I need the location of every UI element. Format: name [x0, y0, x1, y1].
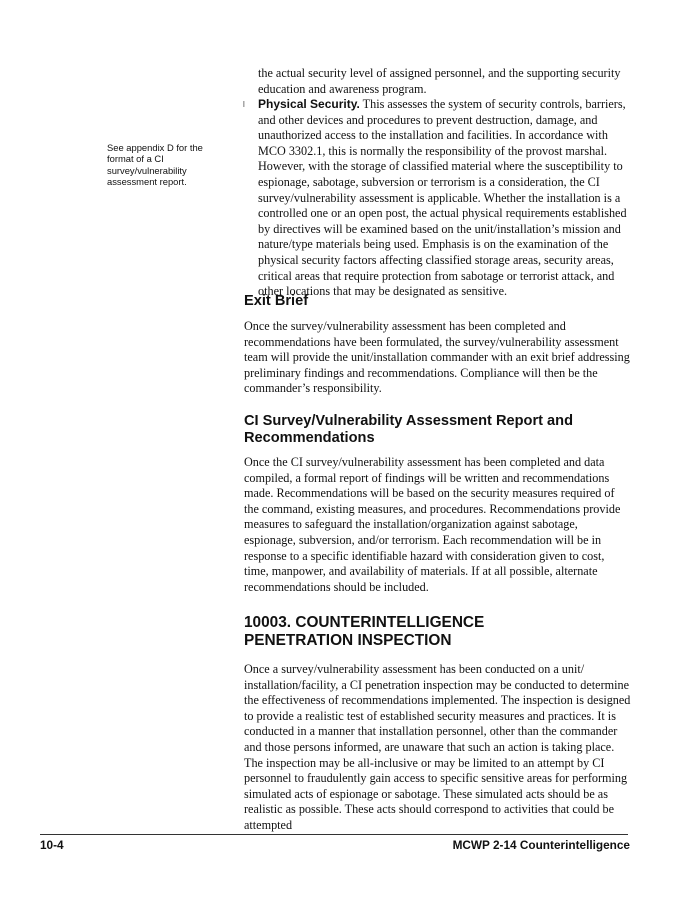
running-footer-title: MCWP 2-14 Counterintelligence	[452, 838, 630, 852]
footer-rule	[40, 834, 628, 835]
exit-brief-paragraph: Once the survey/vulnerability assessment has been completed and recommendations have been formulated, the survey/vulnerability assessment team will provide the unit/installation commander with an exit brief addressing preliminary findings and recommendations. Compliance will then be the commander’s responsibility.	[244, 319, 630, 396]
physical-security-text: This assesses the system of security controls, barriers, and other devices and procedures to prevent destruction, damage, and unauthorized access to the installation and facilities. In accordance with MCO 3302.1, this is normally the responsibility of the provost marshal. However, with the storage of classified material where the susceptibility to espionage, sabotage, subversion or terrorism is a consideration, the CI survey/vulnerability assessment is applicable. Whether the installation is a controlled one or an open post, the actual physical requirements established by directives will be examined based on the unit/installation’s mission and nature/type materials being used. Emphasis is on the examination of the physical security factors affecting classified storage areas, security areas, critical areas that require protection from sabotage or terrorist attack, and other locations that may be designated as sensitive.	[258, 97, 627, 299]
exit-brief-heading: Exit Brief	[244, 293, 309, 309]
bullet-marker: l	[243, 100, 245, 109]
section-10003-heading	[244, 614, 624, 649]
section-10003-heading-line2: PENETRATION INSPECTION	[244, 631, 452, 649]
report-section-heading: CI Survey/Vulnerability Assessment Report and Recommendations	[244, 413, 574, 446]
margin-note: See appendix D for the format of a CI survey/vulnerability assessment report.	[107, 142, 203, 188]
section-10003-heading-line1: 10003. COUNTERINTELLIGENCE	[244, 614, 485, 631]
section-10003-paragraph: Once a survey/vulnerability assessment has been conducted on a unit/ installation/facility, a CI penetration inspection may be conducted to determine the effectiveness of recommendations implemented. The inspection is designed to provide a realistic test of established security measures and practices. It is conducted in a manner that installation personnel, other than the commander and those persons informed, are unaware that such an action is taking place. The inspection may be all-inclusive or may be limited to an attempt by CI personnel to fraudulently gain access to specific sensitive areas for performing simulated acts of espionage or sabotage. These simulated acts should be as realistic as possible. These acts should correspond to activities that could be attempted	[244, 662, 631, 832]
page-number: 10-4	[40, 838, 64, 852]
physical-security-heading: Physical Security.	[258, 97, 360, 111]
intro-continuation-paragraph: the actual security level of assigned personnel, and the supporting security education and awareness program.	[258, 66, 621, 96]
report-section-paragraph: Once the CI survey/vulnerability assessment has been completed and data compiled, a formal report of findings will be written and recommendations made. Recommendations will be based on the security measures required of the command, existing measures, and procedures. Recommendations provide measures to safeguard the installation/organization against sabotage, espionage, subversion, and/or terrorism. Each recommendation will be in response to a specific identifiable hazard with consideration given to cost, time, manpower, and availability of materials. If at all possible, alternate recommendations should be included.	[244, 455, 621, 594]
physical-security-paragraph	[258, 97, 630, 300]
